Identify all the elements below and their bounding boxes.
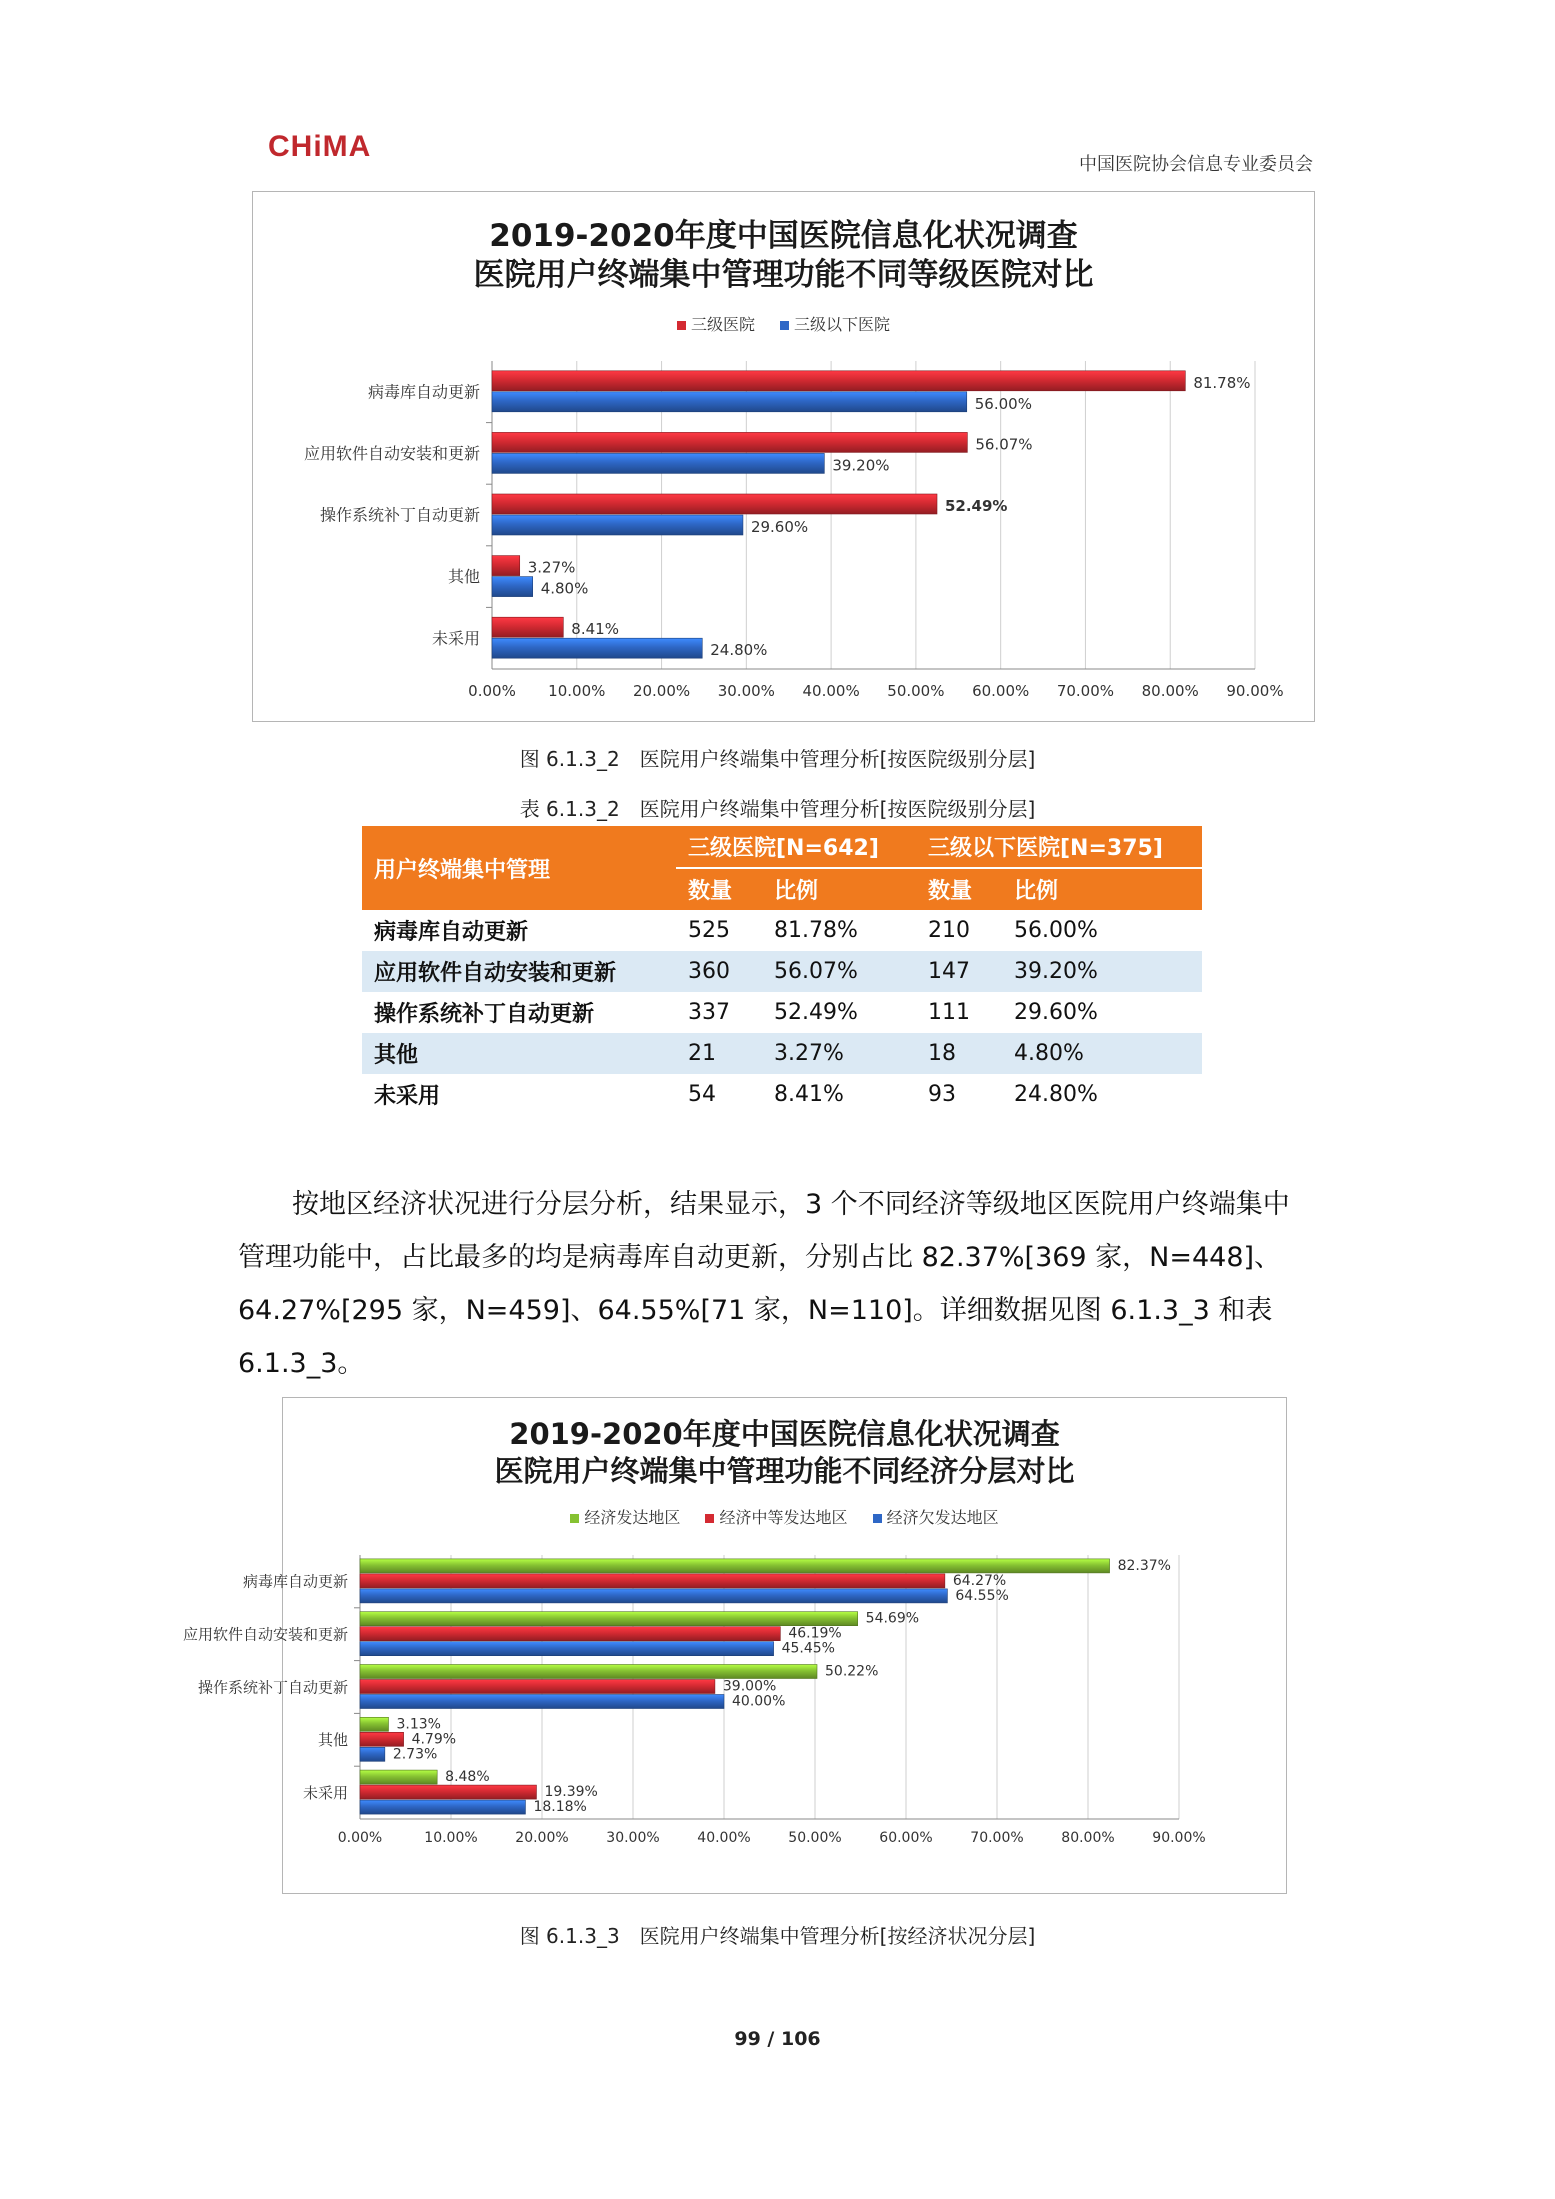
- bar: [360, 1680, 715, 1694]
- table-header-group2: 三级以下医院[N=375]: [916, 826, 1202, 868]
- bar: [360, 1665, 817, 1679]
- bar: [492, 453, 824, 473]
- row-label: 操作系统补丁自动更新: [362, 992, 676, 1033]
- table-row: [362, 910, 1202, 951]
- table-row: [362, 951, 1202, 992]
- category-label: 应用软件自动安装和更新: [303, 444, 480, 463]
- row-label: 病毒库自动更新: [362, 910, 676, 951]
- bar: [492, 638, 702, 658]
- x-tick-label: 60.00%: [972, 682, 1030, 700]
- chart-by-economic-level: [182, 1397, 1287, 1894]
- x-tick-label: 70.00%: [970, 1830, 1024, 1846]
- category-label: 其他: [317, 1731, 348, 1750]
- hospital-level-table: [362, 826, 1202, 1115]
- cell-ratio: 39.20%: [1002, 951, 1202, 992]
- table-subheader-count: 数量: [916, 868, 1002, 910]
- x-tick-label: 50.00%: [887, 682, 945, 700]
- organization-name: 中国医院协会信息专业委员会: [1079, 154, 1313, 175]
- bar: [360, 1717, 388, 1731]
- data-label: 46.19%: [788, 1625, 842, 1642]
- data-label: 50.22%: [825, 1663, 879, 1680]
- data-label: 82.37%: [1117, 1557, 1171, 1574]
- table-subheader-ratio: 比例: [1002, 868, 1202, 910]
- x-tick-label: 70.00%: [1056, 682, 1115, 700]
- x-tick-label: 10.00%: [548, 682, 606, 700]
- cell-ratio: 8.41%: [762, 1074, 916, 1115]
- bar: [492, 494, 937, 514]
- bar: [360, 1695, 724, 1709]
- category-label: 其他: [447, 567, 480, 587]
- cell-count: 337: [676, 992, 762, 1033]
- table-caption: 表 6.1.3_2 医院用户终端集中管理分析[按医院级别分层]: [519, 797, 1036, 821]
- chart1-plot: [253, 192, 1314, 721]
- x-tick-label: 80.00%: [1061, 1830, 1115, 1846]
- bar: [360, 1785, 536, 1799]
- bar: [360, 1627, 780, 1641]
- data-label: 56.07%: [975, 435, 1033, 454]
- x-tick-label: 90.00%: [1152, 1830, 1206, 1846]
- x-tick-label: 40.00%: [697, 1830, 751, 1846]
- paragraph-line: 管理功能中，占比最多的均是病毒库自动更新，分别占比 82.37%[369 家，N=448]、: [238, 1242, 1282, 1273]
- bar: [360, 1612, 858, 1626]
- data-label: 40.00%: [732, 1693, 786, 1710]
- cell-count: 111: [916, 992, 1002, 1033]
- cell-count: 525: [676, 910, 762, 951]
- page-number: 99 / 106: [734, 2028, 821, 2050]
- bar: [492, 392, 967, 412]
- bar: [492, 556, 520, 576]
- x-tick-label: 90.00%: [1226, 682, 1284, 700]
- cell-ratio: 4.80%: [1002, 1033, 1202, 1074]
- chart-by-hospital-level: [252, 191, 1315, 722]
- x-tick-label: 40.00%: [802, 682, 860, 700]
- legend-label: 经济发达地区: [584, 1508, 681, 1527]
- cell-ratio: 52.49%: [762, 992, 916, 1033]
- x-tick-label: 50.00%: [788, 1830, 842, 1846]
- bar: [360, 1747, 385, 1761]
- table-row: [362, 992, 1202, 1033]
- bar: [492, 617, 563, 637]
- row-label: 未采用: [362, 1074, 676, 1115]
- bar: [360, 1589, 947, 1603]
- data-label: 19.39%: [544, 1784, 598, 1801]
- category-label: 应用软件自动安装和更新: [182, 1625, 348, 1644]
- bar: [360, 1732, 404, 1746]
- category-label: 未采用: [302, 1783, 348, 1802]
- category-label: 病毒库自动更新: [242, 1572, 348, 1591]
- category-label: 操作系统补丁自动更新: [319, 505, 480, 525]
- cell-ratio: 3.27%: [762, 1033, 916, 1074]
- table-subheader-ratio: 比例: [762, 868, 916, 910]
- table-row: [362, 1074, 1202, 1115]
- data-label: 3.13%: [396, 1716, 441, 1733]
- row-label: 应用软件自动安装和更新: [362, 951, 676, 992]
- data-label: 64.55%: [955, 1587, 1009, 1604]
- x-tick-label: 60.00%: [879, 1830, 933, 1846]
- cell-count: 360: [676, 951, 762, 992]
- cell-ratio: 56.00%: [1002, 910, 1202, 951]
- bar: [360, 1770, 437, 1784]
- chima-logo: CHiMA: [268, 130, 372, 163]
- data-label: 24.80%: [710, 641, 768, 660]
- data-label: 4.80%: [540, 579, 589, 598]
- row-label: 其他: [362, 1033, 676, 1074]
- legend-label: 经济欠发达地区: [886, 1508, 999, 1527]
- data-label: 4.79%: [411, 1731, 457, 1748]
- x-tick-label: 0.00%: [468, 682, 516, 700]
- x-tick-label: 0.00%: [337, 1830, 383, 1846]
- x-tick-label: 30.00%: [717, 682, 775, 700]
- bar: [360, 1642, 774, 1656]
- bar: [360, 1800, 525, 1814]
- category-label: 未采用: [431, 628, 480, 648]
- cell-count: 210: [916, 910, 1002, 951]
- data-label: 18.18%: [533, 1799, 587, 1816]
- table-header-group1: 三级医院[N=642]: [676, 826, 916, 868]
- paragraph-line: 按地区经济状况进行分层分析，结果显示，3 个不同经济等级地区医院用户终端集中: [292, 1189, 1290, 1220]
- figure-caption-1: 图 6.1.3_2 医院用户终端集中管理分析[按医院级别分层]: [519, 747, 1036, 771]
- data-label: 3.27%: [527, 558, 576, 577]
- chart2-title-line1: 2019-2020年度中国医院信息化状况调查: [509, 1417, 1060, 1451]
- legend-label: 经济中等发达地区: [719, 1508, 848, 1527]
- cell-ratio: 29.60%: [1002, 992, 1202, 1033]
- cell-ratio: 56.07%: [762, 951, 916, 992]
- cell-count: 18: [916, 1033, 1002, 1074]
- legend-label: 三级医院: [690, 315, 755, 334]
- data-label: 52.49%: [944, 497, 1008, 515]
- cell-count: 147: [916, 951, 1002, 992]
- bar: [360, 1574, 945, 1588]
- cell-ratio: 81.78%: [762, 910, 916, 951]
- bar: [492, 432, 967, 452]
- bar: [492, 371, 1185, 391]
- table-row: [362, 1033, 1202, 1074]
- table-subheader-count: 数量: [676, 868, 762, 910]
- x-tick-label: 80.00%: [1141, 682, 1199, 700]
- x-tick-label: 10.00%: [424, 1830, 478, 1846]
- chart1-title-line1: 2019-2020年度中国医院信息化状况调查: [489, 218, 1078, 254]
- chart2-title-line2: 医院用户终端集中管理功能不同经济分层对比: [494, 1454, 1075, 1488]
- data-label: 39.20%: [832, 456, 890, 475]
- x-tick-label: 20.00%: [632, 682, 691, 700]
- cell-ratio: 24.80%: [1002, 1074, 1202, 1115]
- data-label: 39.00%: [722, 1678, 777, 1695]
- category-label: 操作系统补丁自动更新: [197, 1678, 348, 1697]
- data-label: 81.78%: [1193, 373, 1251, 392]
- data-label: 54.69%: [865, 1610, 920, 1627]
- bar: [360, 1559, 1110, 1573]
- figure-caption-2: 图 6.1.3_3 医院用户终端集中管理分析[按经济状况分层]: [519, 1924, 1036, 1948]
- cell-count: 93: [916, 1074, 1002, 1115]
- legend-label: 三级以下医院: [794, 315, 891, 334]
- table-header-main: 用户终端集中管理: [362, 826, 676, 910]
- data-label: 8.41%: [571, 620, 619, 639]
- paragraph-line: 64.27%[295 家，N=459]、64.55%[71 家，N=110]。详细数据见图 6.1.3_3 和表: [238, 1295, 1273, 1326]
- data-label: 56.00%: [974, 394, 1032, 413]
- x-tick-label: 20.00%: [515, 1830, 569, 1846]
- body-paragraph: [238, 1178, 1320, 1390]
- category-label: 病毒库自动更新: [367, 382, 480, 402]
- x-tick-label: 30.00%: [606, 1830, 660, 1846]
- paragraph-line: 6.1.3_3。: [238, 1348, 365, 1379]
- chart1-title-line2: 医院用户终端集中管理功能不同等级医院对比: [473, 257, 1094, 293]
- data-label: 8.48%: [445, 1769, 490, 1786]
- bar: [492, 577, 533, 597]
- cell-count: 54: [676, 1074, 762, 1115]
- cell-count: 21: [676, 1033, 762, 1074]
- bar: [492, 515, 743, 535]
- chart2-plot: [182, 1398, 1286, 1893]
- data-label: 45.45%: [781, 1640, 835, 1657]
- data-label: 2.73%: [392, 1746, 438, 1763]
- data-label: 64.27%: [952, 1572, 1007, 1589]
- data-label: 29.60%: [750, 518, 809, 536]
